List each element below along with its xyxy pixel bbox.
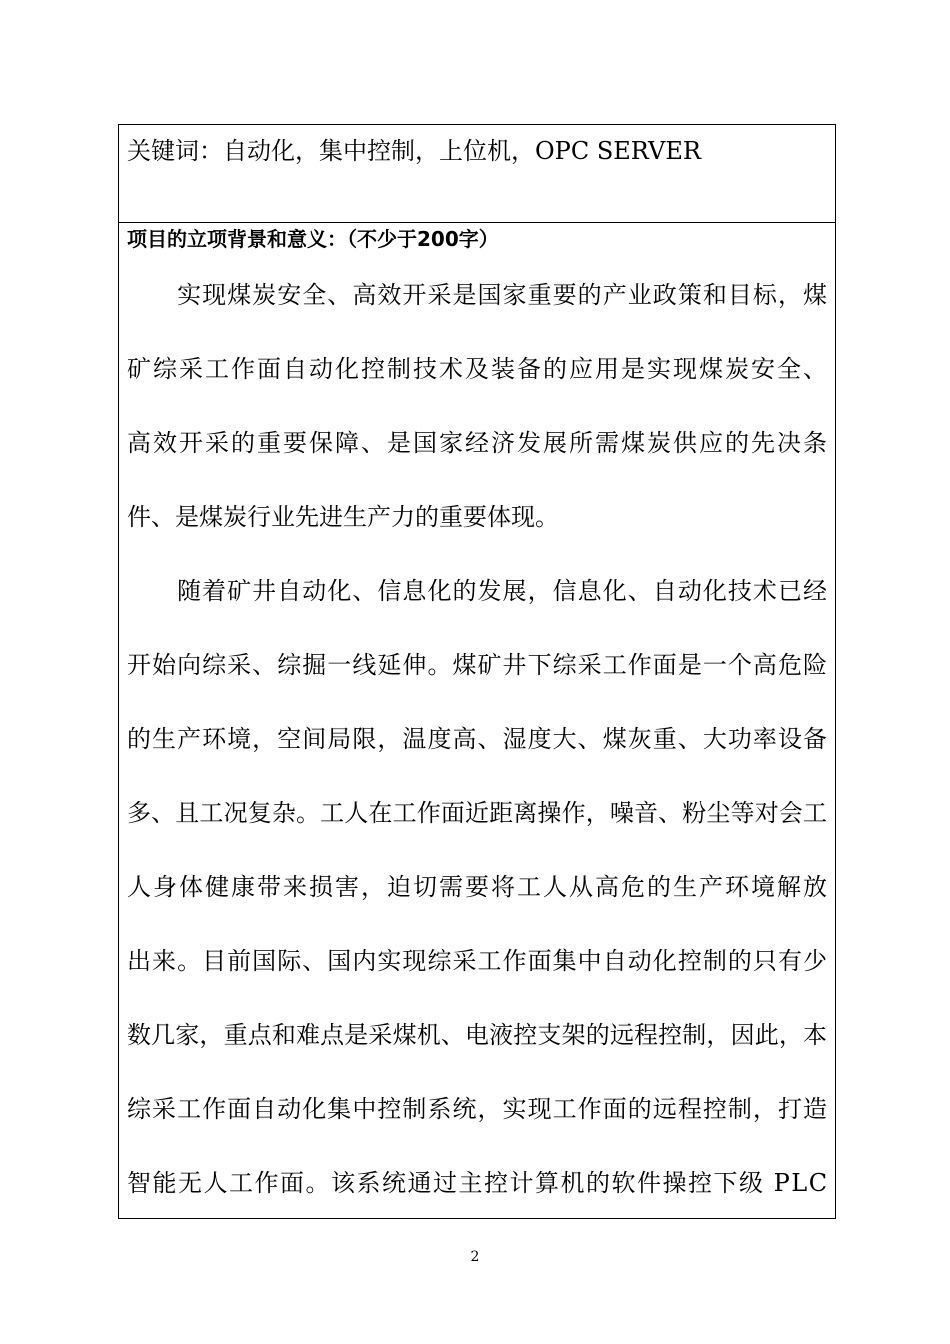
form-table xyxy=(118,124,836,1219)
text-line: 件、是煤炭行业先进生产力的重要体现。 xyxy=(127,503,559,531)
text-line: 人身体健康带来损害，迫切需要将工人从高危的生产环境解放 xyxy=(127,873,829,901)
keywords-text: 关键词：自动化，集中控制，上位机，OPC SERVER xyxy=(127,137,701,165)
text-line: 实现煤炭安全、高效开采是国家重要的产业政策和目标，煤 xyxy=(127,281,829,309)
keywords-cell xyxy=(119,125,835,223)
text-line: 高效开采的重要保障、是国家经济发展所需煤炭供应的先决条 xyxy=(127,429,829,457)
text-line: 矿综采工作面自动化控制技术及装备的应用是实现煤炭安全、 xyxy=(127,355,829,383)
text-line: 多、且工况复杂。工人在工作面近距离操作，噪音、粉尘等对会工 xyxy=(127,799,828,827)
text-line: 的生产环境，空间局限，温度高、湿度大、煤灰重、大功率设备 xyxy=(127,725,829,753)
text-line: 智能无人工作面。该系统通过主控计算机的软件操控下级 PLC xyxy=(127,1169,829,1197)
project-background-cell xyxy=(119,223,835,1218)
text-line: 随着矿井自动化、信息化的发展，信息化、自动化技术已经 xyxy=(127,577,829,605)
text-line: 综采工作面自动化集中控制系统，实现工作面的远程控制，打造 xyxy=(127,1095,829,1123)
text-line: 数几家，重点和难点是采煤机、电液控支架的远程控制，因此，本 xyxy=(127,1021,828,1049)
section-heading: 项目的立项背景和意义：（不少于200字） xyxy=(127,227,499,251)
text-line: 开始向综采、综掘一线延伸。煤矿井下综采工作面是一个高危险 xyxy=(127,651,829,679)
body-text xyxy=(127,258,827,1220)
text-line: 出来。目前国际、国内实现综采工作面集中自动化控制的只有少 xyxy=(127,947,829,975)
page-number: 2 xyxy=(470,1249,480,1265)
